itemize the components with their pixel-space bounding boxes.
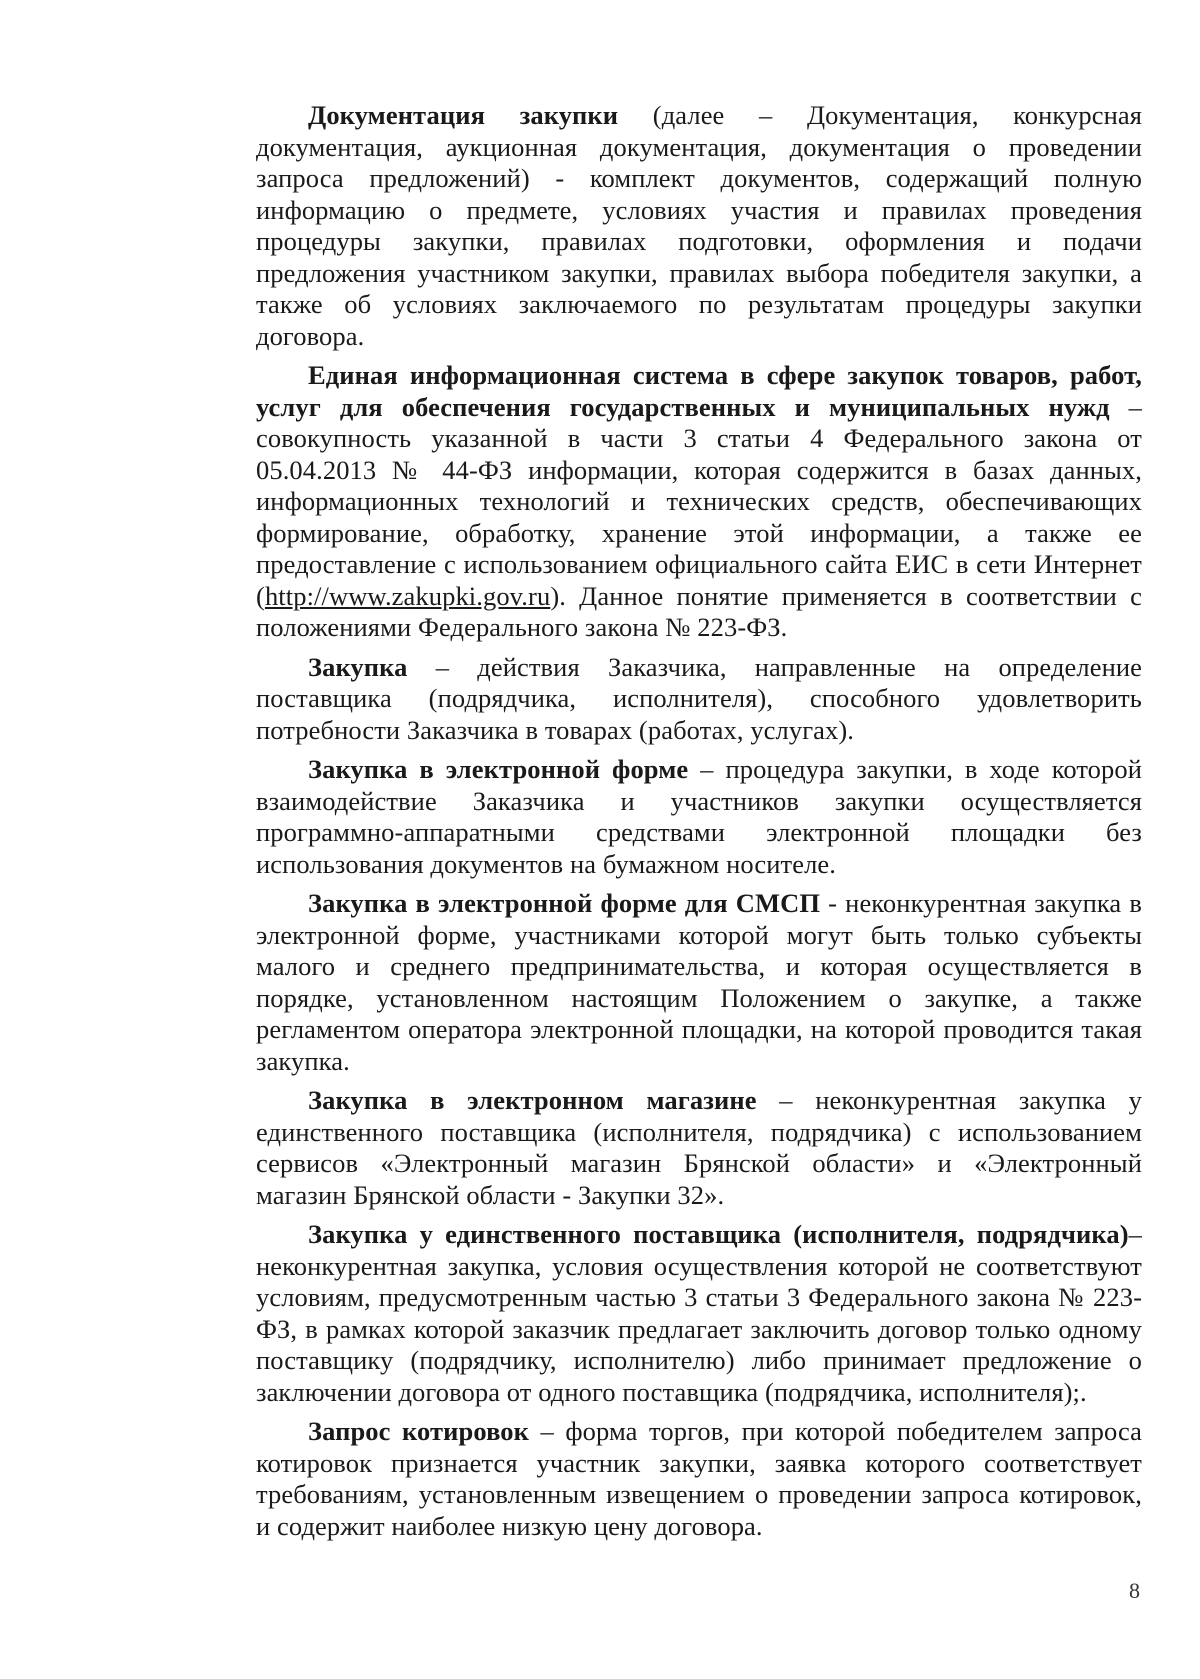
definition-paragraph [256, 100, 1142, 352]
definition-text: – неконкурентная закупка, условия осуществления которой не соответствуют условиям, предусмотренным частью 3 статьи 3 Федерального закона № 223-ФЗ, в рамках которой заказчик предлагает заключить договор только одному поставщику (подрядчику, исполнителю) либо принимает предложение о заключении договора от одного поставщика (подрядчика, исполнителя);. [256, 1219, 1142, 1407]
definition-term: Запрос котировок [308, 1416, 530, 1446]
definition-text: – действия Заказчика, направленные на определение поставщика (подрядчика, исполнителя), способного удовлетворить потребности Заказчика в товарах (работах, услугах). [256, 651, 1142, 745]
page-number: 8 [1129, 1578, 1140, 1603]
definition-text: - неконкурентная закупка в электронной форме, участниками которой могут быть только субъекты малого и среднего предпринимательства, и которая осуществляется в порядке, установленном настоящим Положением о закупке, а также регламентом оператора электронной площадки, на которой проводится такая закупка. [256, 888, 1142, 1076]
definition-text: (далее – Документация, конкурсная документация, аукционная документация, документация о проведении запроса предложений) - комплект документов, содержащий полную информацию о предмете, условиях участия и правилах проведения процедуры закупки, правилах подготовки, оформления и подачи предложения участником закупки, правилах выбора победителя закупки, а также об условиях заключаемого по результатам процедуры закупки договора. [256, 100, 1142, 351]
definition-paragraph [256, 652, 1142, 747]
definition-term: Закупка в электронной форме для СМСП [308, 888, 821, 918]
definition-term: Закупка у единственного поставщика (исполнителя, подрядчика) [308, 1219, 1129, 1249]
definition-term: Закупка в электронной форме [308, 754, 689, 784]
definition-paragraph [256, 1085, 1142, 1211]
definition-text: – процедура закупки, в ходе которой взаимодействие Заказчика и участников закупки осуществляется программно-аппаратными средствами электронной площадки без использования документов на бумажном носителе. [256, 754, 1142, 879]
definition-paragraph [256, 888, 1142, 1077]
definition-term: Закупка [308, 651, 408, 682]
definition-term: Документация закупки [308, 100, 619, 130]
definition-text: – форма торгов, при которой победителем запроса котировок признается участник закупки, заявка которого соответствует требованиям, установленным извещением о проведении запроса котировок, и содержит наиболее низкую цену договора. [256, 1416, 1142, 1541]
definition-text: – совокупность указанной в части 3 статьи 4 Федерального закона от 05.04.2013 № 44-ФЗ информации, которая содержится в базах данных, информационных технологий и технических средств, обеспечивающих формирование, обработку, хранение этой информации, а также ее предоставление с использованием официального сайта ЕИС в сети Интернет ( [256, 391, 1142, 611]
definition-text: ). Данное понятие применяется в соответствии с положениями Федерального закона № 223-ФЗ. [256, 580, 1142, 642]
definition-paragraph [256, 360, 1142, 644]
definition-term: Закупка в электронном магазине [308, 1085, 757, 1115]
definition-term: Единая информационная система в сфере закупок товаров, работ, услуг для обеспечения государственных и муниципальных нужд [256, 360, 1142, 422]
definition-text: – неконкурентная закупка у единственного поставщика (исполнителя, подрядчика) с использованием сервисов «Электронный магазин Брянской области» и «Электронный магазин Брянской области - Закупки 32». [256, 1085, 1142, 1210]
definition-paragraph [256, 1219, 1142, 1408]
definition-paragraph [256, 1416, 1142, 1542]
definition-paragraph [256, 754, 1142, 880]
zakupki-link[interactable]: http://www.zakupki.gov.ru [264, 580, 551, 611]
document-page [256, 100, 1142, 1550]
